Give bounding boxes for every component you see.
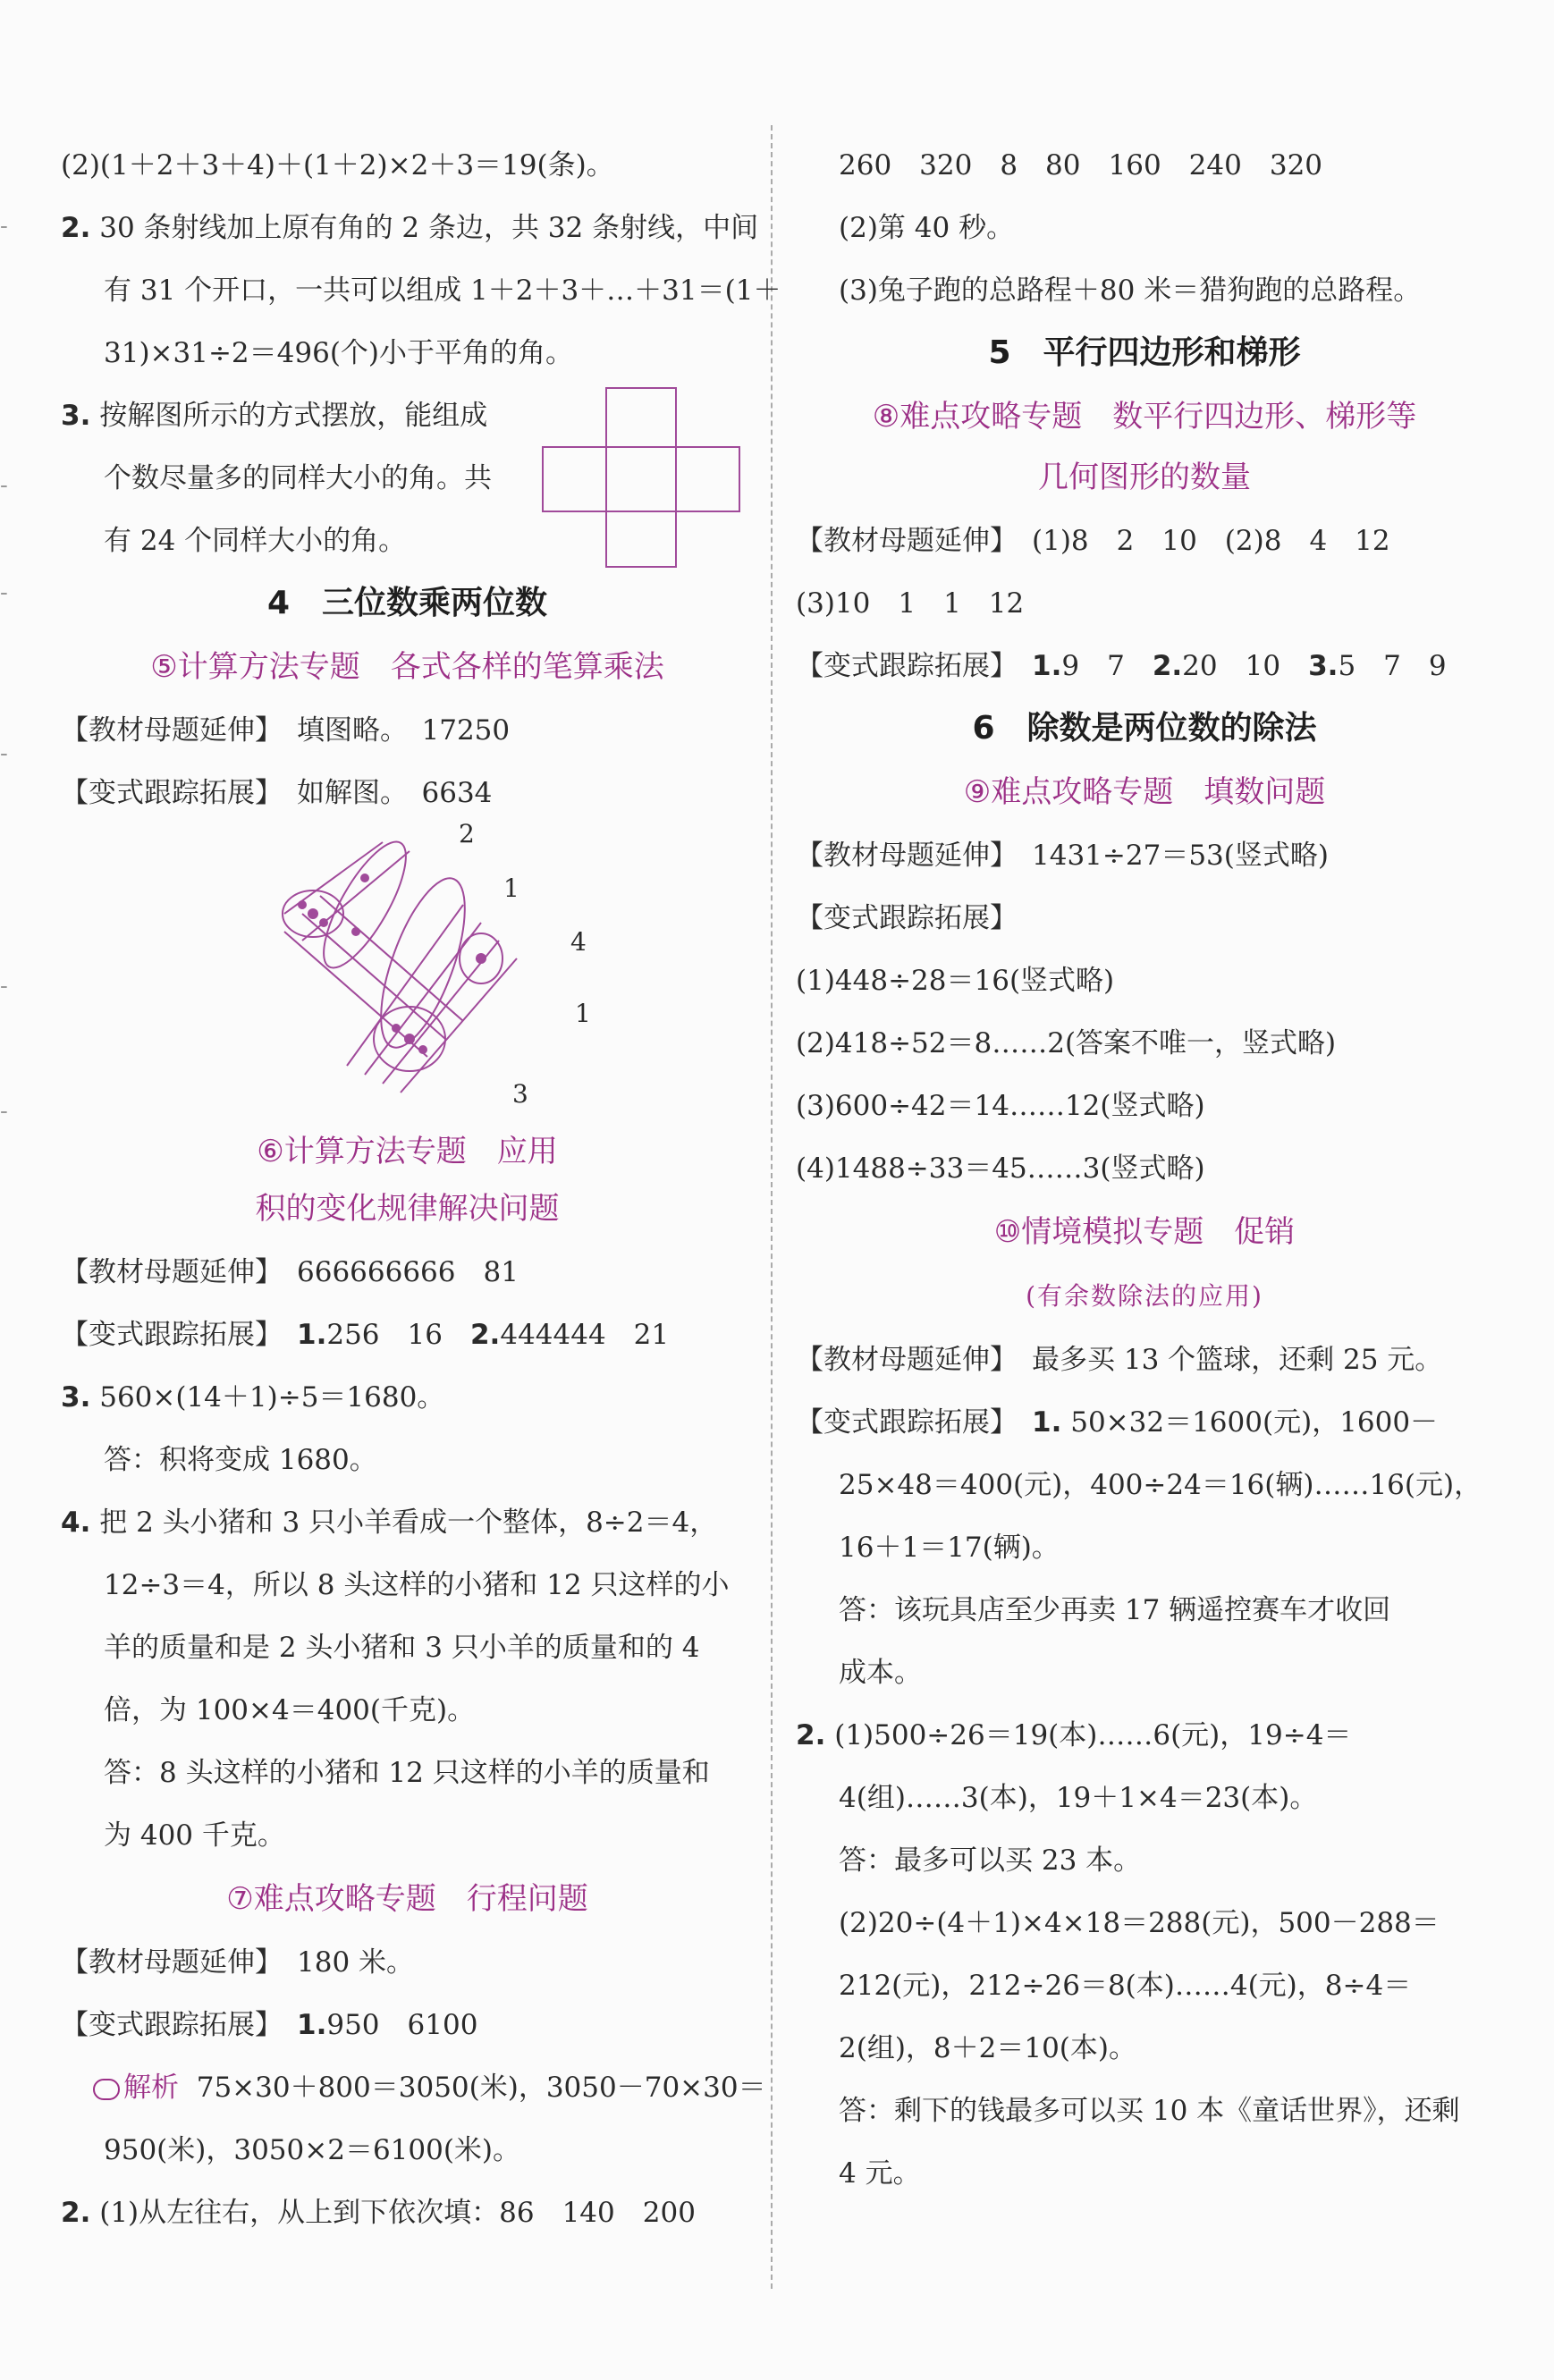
textbook-extension [796,824,1493,887]
answer-line: 倍，为 100×4＝400(千克)。 [104,1694,476,1726]
item-number: 1. [1032,1406,1062,1439]
section-heading: 6 除数是两位数的除法 [972,710,1317,747]
item-number: 2. [1152,650,1183,682]
analysis [61,2056,766,2119]
answer-text: 50×32＝1600(元)，1600－ [1070,1406,1439,1439]
left-column [61,134,781,2244]
answer-line: 个数尽量多的同样大小的角。共 [104,462,492,494]
answer-line: 为 400 千克。 [104,1819,285,1852]
analysis-label: 解析 [123,2072,179,2104]
lattice-multiplication-figure [61,819,754,1119]
answer-text: 如解图。 6634 [297,777,493,809]
problem-2 [61,197,759,259]
topic-heading: ⑩情境模拟专题 促销 [993,1214,1296,1250]
answer-line: 答：剩下的钱最多可以买 10 本《童话世界》，还剩 [839,2095,1460,2127]
analysis-icon [93,2079,120,2100]
answer-text: (1)8 2 10 (2)8 4 12 [1032,525,1390,557]
answer-line: (2)20÷(4＋1)×4×18＝288(元)，500－288＝ [839,1907,1440,1939]
lattice-label: 1 [575,999,591,1028]
textbook-extension [61,1931,754,1994]
label-tag: 【变式跟踪拓展】 [796,1406,1018,1439]
label-tag: 【教材母题延伸】 [61,1946,283,1979]
label-tag: 【变式跟踪拓展】 [796,650,1018,682]
textbook-extension [796,1329,1493,1391]
answer-text: (1)500÷26＝19(本)……6(元)，19÷4＝ [834,1719,1352,1751]
answer-line: 答：该玩具店至少再卖 17 辆遥控赛车才收回 [839,1594,1391,1626]
topic-heading: ⑧难点攻略专题 数平行四边形、梯形等 [872,399,1417,435]
answer-text: 666666666 81 [297,1256,519,1288]
item-number: 1. [1032,650,1062,682]
problem-2c [796,1704,1493,1767]
answer-line: (2)第 40 秒。 [839,212,1015,244]
variant-extension [61,762,754,824]
problem-3 [61,384,754,572]
answer-line: 12÷3＝4，所以 8 头这样的小猪和 12 只这样的小 [104,1569,730,1601]
answer-line: (3)600÷42＝14……12(竖式略) [796,1090,1205,1122]
label-tag: 【教材母题延伸】 [796,1344,1018,1376]
label-tag: 【教材母题延伸】 [61,1256,283,1288]
lattice-label: 2 [459,819,475,848]
label-tag: 【变式跟踪拓展】 [61,1319,283,1351]
answer-text: 560×(14＋1)÷5＝1680。 [99,1381,445,1414]
answer-line: 212(元)，212÷26＝8(本)……4(元)，8÷4＝ [839,1970,1412,2002]
topic-heading: ⑦难点攻略专题 行程问题 [226,1881,588,1917]
variant-extension [61,1304,754,1366]
answer-line: 羊的质量和是 2 头小猪和 3 只小羊的质量和的 4 [104,1632,700,1664]
problem-2b [61,2182,754,2244]
answer-line: 有 31 个开口，一共可以组成 1＋2＋3＋…＋31＝(1＋ [104,274,781,307]
answer-line: 260 320 8 80 160 240 320 [839,149,1323,181]
answer-line: 4(组)……3(本)，19＋1×4＝23(本)。 [839,1782,1318,1814]
cross-figure [539,384,745,572]
item-number: 3. [1308,650,1339,682]
answer-line: 31)×31÷2＝496(个)小于平角的角。 [104,337,574,369]
answer-text: 444444 21 [500,1319,670,1351]
label-tag: 【变式跟踪拓展】 [61,777,283,809]
answer-text: 把 2 头小猪和 3 只小羊看成一个整体，8÷2＝4， [99,1506,718,1539]
section-heading: 5 平行四边形和梯形 [988,334,1301,371]
answer-text: 30 条射线加上原有角的 2 条边，共 32 条射线，中间 [99,212,759,244]
problem-number: 2. [61,212,91,244]
textbook-extension [61,699,754,762]
analysis-text: 75×30＋800＝3050(米)，3050－70×30＝ [196,2072,766,2104]
answer-line: (4)1488÷33＝45……3(竖式略) [796,1152,1205,1185]
answer-text: 20 10 [1182,650,1309,682]
textbook-extension [796,510,1493,572]
variant-extension [61,1994,754,2056]
answer-line: (2)418÷52＝8……2(答案不唯一，竖式略) [796,1027,1337,1059]
answer-text: 按解图所示的方式摆放，能组成 [99,400,488,432]
answer-text: 最多买 13 个篮球，还剩 25 元。 [1032,1344,1443,1376]
answer-text: 填图略。 17250 [297,714,511,747]
answer-line: (2)(1＋2＋3＋4)＋(1＋2)×2＋3＝19(条)。 [61,149,614,181]
column-divider [771,125,773,2289]
answer-line: 4 元。 [839,2157,921,2190]
answer-line: (3)10 1 1 12 [796,587,1025,620]
item-number: 1. [297,1319,327,1351]
problem-number: 3. [61,400,91,432]
label-tag: 【教材母题延伸】 [796,525,1018,557]
lattice-label: 3 [512,1079,528,1109]
problem-number: 3. [61,1381,91,1414]
lattice-label: 4 [570,927,587,957]
problem-number: 4. [61,1506,91,1539]
answer-line: 有 24 个同样大小的角。 [104,525,407,557]
answer-text: 180 米。 [297,1946,415,1979]
answer-text: 256 16 [326,1319,470,1351]
answer-line: (1)448÷28＝16(竖式略) [796,965,1115,997]
section-heading: 4 三位数乘两位数 [266,585,548,621]
answer-text: 950 6100 [326,2009,478,2041]
variant-extension [796,887,1493,949]
variant-extension [796,1391,1493,1454]
label-tag: 【教材母题延伸】 [61,714,283,747]
topic-heading: ⑤计算方法专题 各式各样的笔算乘法 [150,649,664,685]
answer-text: 1431÷27＝53(竖式略) [1032,840,1329,872]
answer-line: (3)兔子跑的总路程＋80 米＝猎狗跑的总路程。 [839,274,1422,307]
answer-text: 9 7 [1061,650,1153,682]
answer-line: 成本。 [839,1657,922,1689]
answer-line: 16＋1＝17(辆)。 [839,1532,1060,1564]
topic-heading-cont: 几何图形的数量 [1038,460,1251,495]
lattice-label: 1 [503,874,519,903]
answer-line: 2(组)，8＋2＝10(本)。 [839,2032,1136,2064]
answer-line: 答：最多可以买 23 本。 [839,1844,1142,1877]
answer-text: 5 7 9 [1338,650,1447,682]
answer-text: (1)从左往右，从上到下依次填：86 140 200 [99,2197,696,2229]
topic-heading: ⑥计算方法专题 应用 [257,1134,558,1169]
lattice-diagram [266,824,553,1110]
problem-number: 2. [61,2197,91,2229]
label-tag: 【变式跟踪拓展】 [796,902,1018,934]
topic-subheading: (有余数除法的应用) [1026,1281,1263,1311]
topic-heading-cont: 积的变化规律解决问题 [255,1191,560,1227]
textbook-extension [61,1241,754,1304]
item-number: 1. [297,2009,327,2041]
problem-number: 2. [796,1719,826,1751]
answer-line: 25×48＝400(元)，400÷24＝16(辆)……16(元)， [839,1469,1482,1501]
answer-line: 答：积将变成 1680。 [104,1444,377,1476]
topic-heading: ⑨难点攻略专题 填数问题 [963,774,1326,810]
label-tag: 【教材母题延伸】 [796,840,1018,872]
variant-extension [796,635,1493,697]
answer-line: 答：8 头这样的小猪和 12 只这样的小羊的质量和 [104,1757,710,1789]
problem-3b [61,1366,754,1429]
item-number: 2. [469,1319,501,1351]
problem-4 [61,1491,754,1554]
right-column [796,134,1493,2205]
answer-line: 950(米)，3050×2＝6100(米)。 [104,2134,521,2166]
label-tag: 【变式跟踪拓展】 [61,2009,283,2041]
